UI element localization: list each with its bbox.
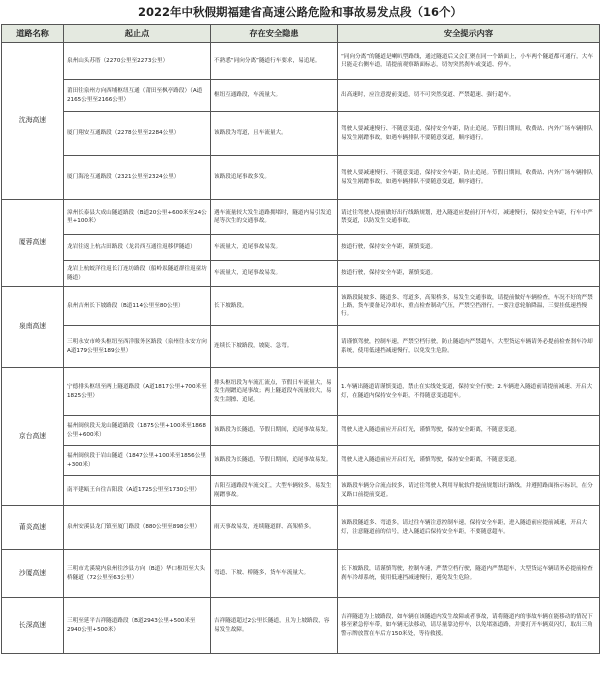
road-name: 莆炎高速 [2,506,64,550]
segment-start-end: 福州闽侯段于岩山隧道（1847公里+100米至1856公里+300米） [64,446,211,476]
safety-tip: 吉祥隧道为上坡路段，如车辆在该隧道内发生故障或者事故，请将隧道内的事故车辆在能移动的情况下移至紧急停车带，如车辆无法移动，请尽量靠边停车，以免堵塞道路，并要打开车辆双闪灯，取出三角警示牌放置在车后方150米处，等待救援。 [338,598,600,654]
hazard-description: 车流量大，追尾事故易发。 [211,261,338,287]
table-row [2,261,600,287]
segment-start-end: 龙岩往返上杭古田路段（龙岩西互通往返移伊隧道） [64,235,211,261]
road-name: 泉南高速 [2,287,64,368]
road-name: 沈海高速 [2,43,64,200]
table-row [2,43,600,80]
column-header-start-end: 起止点 [64,25,211,43]
table-row [2,200,600,235]
segment-start-end: 漳州长泰县大成山隧道路段（B道20公里+600米至24公里+100米） [64,200,211,235]
hazard-description: 遇车流量较大发生道路拥堵时，隧道内易引发追尾等次生的交通事故。 [211,200,338,235]
column-header-hazard: 存在安全隐患 [211,25,338,43]
safety-tip: 该路段隧道多、弯道多，请过往车辆注意控制车速，保持安全车距，进入隧道前应提前减速，开启大灯，注意隧道前的信号，进入隧道后保持安全车距，不要随意超车。 [338,506,600,550]
segment-start-end: 三明至延平吉祥隧道路段（B道2943公里+500米至2940公里+500米） [64,598,211,654]
table-header-row [2,25,600,43]
segment-start-end: 泉州吉州长下坡路段（B道114公里至80公里） [64,287,211,326]
segment-start-end: 宁德排头枢纽至两上隧道路段（A道1817公里+700米至1825公里） [64,368,211,416]
safety-tip: 该路段陡坡多、隧道多、弯道多，高架桥多，易发生交通事故，请提前做好车辆检查，车况不好的严禁上路，货车要备足冷却水，重点检查制动气压，严禁空挡滑行，一要注意轮胎降温，三要挂低速挡慢行。 [338,287,600,326]
table-row [2,476,600,506]
segment-start-end: 莆田往泉州方向西埔枢纽互通（莆田至枫亭路段）（A道2165公里至2166公里） [64,80,211,112]
table-row [2,416,600,446]
safety-tip: 驾驶人进入隧道前应开启灯光，谨慎驾驶，保持安全距离，不随意变道。 [338,416,600,446]
safety-tip: 请过往驾驶人提前做好出行线路规划，进入隧道应提前打开车灯，减速慢行，保持安全车距，行车中严禁变道，以防发生交通事故。 [338,200,600,235]
road-name: 长深高速 [2,598,64,654]
segment-start-end: 厦门翔安互通路段（2278公里至2284公里） [64,112,211,156]
hazard-table [1,24,600,654]
safety-tip: 长下坡路段，请谨慎驾驶，控制车速，严禁空档行驶，隧道内严禁超车，大型货运车辆请务必提前检查刹车冷却系统，使用低速挡减速慢行，避免发生危险。 [338,550,600,598]
road-name: 沙厦高速 [2,550,64,598]
hazard-description: 雨天事故易发，连续隧道群、高架桥多。 [211,506,338,550]
table-row [2,598,600,654]
safety-tip: 驾驶人要减速慢行、不随意变道，保持安全车距，防止追尾。节假日期间，收费站、内外广场车辆排队易发生剐蹭事故，如遇车辆排队不要随意变道，顺序通行。 [338,112,600,156]
safety-tip: 出高速时，应注意提前变道，切不可突然变道、严禁超速、强行超车。 [338,80,600,112]
table-row [2,156,600,200]
hazard-description: 该路段为弯道，且车流量大。 [211,112,338,156]
table-row [2,80,600,112]
safety-tip: 驾驶人进入隧道前应开启灯光，谨慎驾驶，保持安全距离，不随意变道。 [338,446,600,476]
segment-start-end: 三明市尤溪境内泉州往沙县方向（B道）华口枢纽至大头桥隧道（72公里至63公里） [64,550,211,598]
segment-start-end: 龙岩上杭蛟洋往返长汀连坊路段（船岭岽隧道群往返童坊隧道） [64,261,211,287]
road-name: 厦蓉高速 [2,200,64,287]
safety-tip: 请谨慎驾驶，控制车速，严禁空档行驶，防止隧道内严禁超车，大型货运车辆请务必提前检查刹车冷却系统，使用低速挡减速慢行，以免发生危险。 [338,326,600,368]
hazard-description: 车流量大，追尾事故易发。 [211,235,338,261]
hazard-description: 该路段为长隧道，节假日期间，追尾事故易发。 [211,416,338,446]
safety-tip: 按道行驶，保持安全车距，谨慎变道。 [338,235,600,261]
safety-tip: 该路段车辆分合流点较多，请过往驾驶人利用导航软件提前规划出行路线，并遵照路面指示标识，在分叉路口前提前变道。 [338,476,600,506]
hazard-description: 该路段为长隧道，节假日期间，追尾事故易发。 [211,446,338,476]
table-row [2,112,600,156]
hazard-description: 吉阳互通路段车流交汇，大型车辆较多，易发生剐蹭事故。 [211,476,338,506]
segment-start-end: 厦门海沧互通路段（2321公里至2324公里） [64,156,211,200]
table-row [2,446,600,476]
hazard-description: 枢纽互通路段，车流量大。 [211,80,338,112]
road-name: 京台高速 [2,368,64,506]
hazard-description: 弯道、下坡、桥隧多，货车车流量大。 [211,550,338,598]
segment-start-end: 泉州安溪县龙门镇至厦门路段（880公里至898公里） [64,506,211,550]
table-row [2,368,600,416]
column-header-tips: 安全提示内容 [338,25,600,43]
column-header-road: 道路名称 [2,25,64,43]
segment-start-end: 南平建瓯王台往吉阳段（A道1725公里至1730公里） [64,476,211,506]
table-row [2,550,600,598]
hazard-description: 吉祥隧道超过2公里长隧道，且为上坡路段，容易发生故障。 [211,598,338,654]
hazard-description: 排头枢纽段为车流汇流点，节假日车流量大，易发生剐蹭追尾事故；两上隧道段车流量较大，易发生刮擦、追尾。 [211,368,338,416]
hazard-description: 长下坡路段。 [211,287,338,326]
hazard-description: 连续长下坡路段，坡陡、急弯。 [211,326,338,368]
safety-tip: 驾驶人要减速慢行、不随意变道，保持安全车距，防止追尾。节假日期间，收费站、内外广场车辆排队易发生剐蹭事故，如遇车辆排队不要随意变道，顺序通行。 [338,156,600,200]
table-row [2,506,600,550]
segment-start-end: 泉州山头苏厝（2270公里至2273公里） [64,43,211,80]
segment-start-end: 福州闽侯段天龙山隧道路段（1875公里+100米至1868公里+600米） [64,416,211,446]
safety-tip: 按道行驶，保持安全车距，谨慎变道。 [338,261,600,287]
safety-tip: “同向分离”的隧道是喇叭型路线，通过隧道后又会汇聚在同一个路面上，小车两个隧道都可通行，大车只能走右侧车道，请提前观察路面标志，切勿突然刹车或变道、停车。 [338,43,600,80]
page-title: 2022年中秋假期福建省高速公路危险和事故易发点段（16个） [137,5,462,19]
segment-start-end: 三明永安市岭头枢纽至西洋服务区路段（泉州往永安方向A道179公里至189公里） [64,326,211,368]
table-row [2,235,600,261]
table-row [2,287,600,326]
table-row [2,326,600,368]
hazard-description: 不熟悉“同向分离”隧道行车要求，易追尾。 [211,43,338,80]
hazard-description: 该路段追尾事故多发。 [211,156,338,200]
safety-tip: 1.车辆出隧道请谨慎变道，禁止在实线处变道，保持安全行驶；2.车辆进入隧道前请提前减速、开启大灯，在隧道内保持安全车距，不得随意变道超车。 [338,368,600,416]
